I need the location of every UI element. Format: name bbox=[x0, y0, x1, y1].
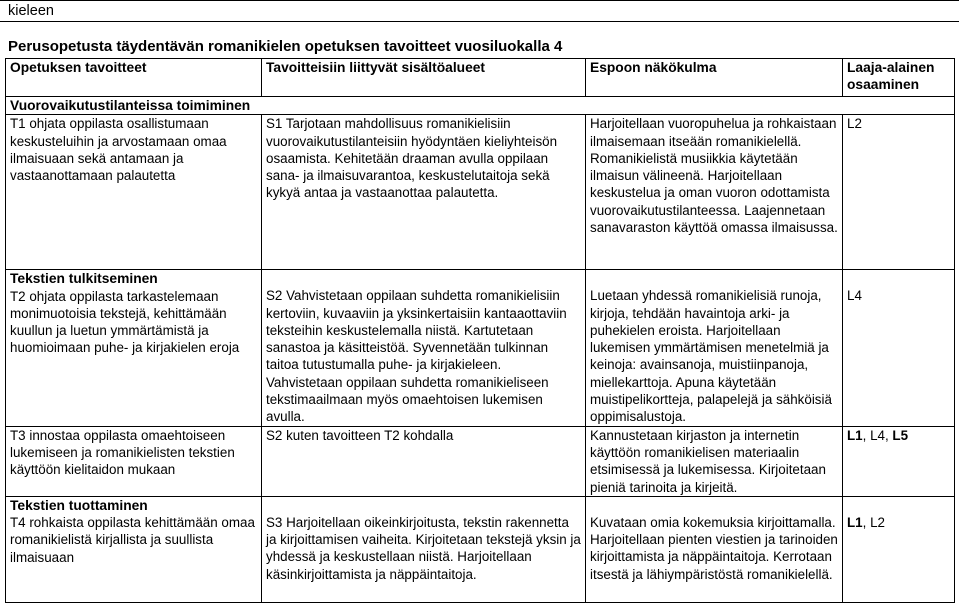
content-cell: S1 Tarjotaan mahdollisuus romanikielisiin vuorovaikutustilanteisiin hyödyntäen kieliyhteisön osaamista. Kehitetään draaman avulla oppilaan sana- ja ilmaisuvarantoa, keskustelutaitoja sekä kykyä antaa ja vastaanottaa palautetta. bbox=[262, 115, 586, 270]
espoo-cell: Kannustetaan kirjaston ja internetin käyttöön romanikielisen materiaalin etsimisessä ja lukemisessa. Kirjoitetaan pieniä tarinoita ja kirjeitä. bbox=[586, 426, 843, 496]
competence-cell bbox=[843, 496, 955, 602]
competence-cell: L2 bbox=[843, 115, 955, 270]
section-heading: Tekstien tulkitseminen bbox=[10, 271, 158, 287]
content-cell bbox=[262, 270, 586, 426]
competence-l1: L1 bbox=[847, 427, 863, 443]
content-cell: S2 kuten tavoitteen T2 kohdalla bbox=[262, 426, 586, 496]
table-row bbox=[6, 426, 955, 496]
table-header-row bbox=[6, 59, 955, 97]
section-heading: Tekstien tuottaminen bbox=[10, 497, 148, 513]
column-header: Espoon näkökulma bbox=[586, 59, 843, 97]
goal-cell bbox=[6, 115, 262, 270]
page-title: Perusopetusta täydentävän romanikielen opetuksen tavoitteet vuosiluokalla 4 bbox=[8, 38, 563, 55]
espoo-text: Kuvataan omia kokemuksia kirjoittamalla. Harjoitellaan pienten viestien ja tarinoiden kirjoittamista ja näppäintaitoja. Kerrotaan itsestä ja lähiympäristöstä romanikielellä. bbox=[590, 514, 838, 582]
espoo-text: Luetaan yhdessä romanikielisiä runoja, kirjoja, tehdään havaintoja arki- ja puhekielen eroista. Harjoitellaan lukemisen ymmärtämisen menetelmiä ja keinoja: avainsanoja, muistiinpanoja, miellekarttoja. Apuna käytetään muistipelikortteja, palapelejä ja sähköisiä oppimisalustoja. bbox=[590, 288, 832, 425]
goal-cell: T3 innostaa oppilasta omaehtoiseen lukemiseen ja romanikielisten tekstien käyttöön kielitaidon mukaan bbox=[6, 426, 262, 496]
goal-text: T1 ohjata oppilasta osallistumaan keskusteluihin ja arvostamaan omaa ilmaisuaan sekä antamaan ja vastaanottamaan palautetta bbox=[10, 116, 227, 184]
competence-cell bbox=[843, 270, 955, 426]
goal-text: T2 ohjata oppilasta tarkastelemaan monimuotoisia tekstejä, kehittämään kuullun ja luetun ymmärtämistä ja huomioimaan puhe- ja kirjakielen eroja bbox=[10, 288, 240, 356]
espoo-cell: Harjoitellaan vuoropuhelua ja rohkaistaan ilmaisemaan itseään romanikielellä. Romanikielistä musiikkia käytetään ilmaisun välineenä. Harjoitellaan keskustelua ja oman vuoron odottamista vuorovaikutustilanteessa. Laajennetaan sanavaraston käyttöä omassa ilmaisussa. bbox=[586, 115, 843, 270]
table-row bbox=[6, 115, 955, 270]
content-cell bbox=[262, 496, 586, 602]
table-row bbox=[6, 496, 955, 602]
competence-sep: , L4, bbox=[862, 427, 893, 443]
subject-heading: kieleen bbox=[0, 0, 959, 22]
espoo-cell bbox=[586, 270, 843, 426]
table-row bbox=[6, 270, 955, 426]
espoo-cell bbox=[586, 496, 843, 602]
section-row bbox=[6, 97, 955, 115]
goal-text: T4 rohkaista oppilasta kehittämään omaa romanikielistä kirjallista ja suullista ilmaisuaan bbox=[10, 515, 255, 565]
section-heading: Vuorovaikutustilanteissa toimiminen bbox=[6, 97, 955, 115]
competence-text: L4 bbox=[847, 288, 862, 304]
goal-cell bbox=[6, 270, 262, 426]
competence-sep: , L2 bbox=[862, 514, 885, 530]
column-header: Laaja-alainen osaaminen bbox=[843, 59, 955, 97]
content-text: S3 Harjoitellaan oikeinkirjoitusta, tekstin rakennetta ja kirjoittamisen vaiheita. Kirjoitetaan tekstejä yksin ja yhdessä ja keskustellaan niistä. Harjoitellaan käsinkirjoittamista ja näppäintaitoja. bbox=[266, 514, 581, 582]
column-header: Opetuksen tavoitteet bbox=[6, 59, 262, 97]
content-text: S2 Vahvistetaan oppilaan suhdetta romanikielisiin kertoviin, kuvaaviin ja yksinkertaisiin kantaaottaviin teksteihin keskustelemalla niistä. Kartutetaan sanastoa ja käsitteistöä. Syvennetään tulkinnan taitoa tutustumalla puhe- ja kirjakieleen. Vahvistetaan oppilaan suhdetta romanikieliseen tekstimaailmaan myös omaehtoisen lukemisen avulla. bbox=[266, 288, 567, 425]
goal-cell bbox=[6, 496, 262, 602]
competence-l1: L1 bbox=[847, 514, 863, 530]
column-header: Tavoitteisiin liittyvät sisältöalueet bbox=[262, 59, 586, 97]
competence-l5: L5 bbox=[892, 427, 909, 443]
competence-cell bbox=[843, 426, 955, 496]
curriculum-table bbox=[5, 58, 955, 603]
